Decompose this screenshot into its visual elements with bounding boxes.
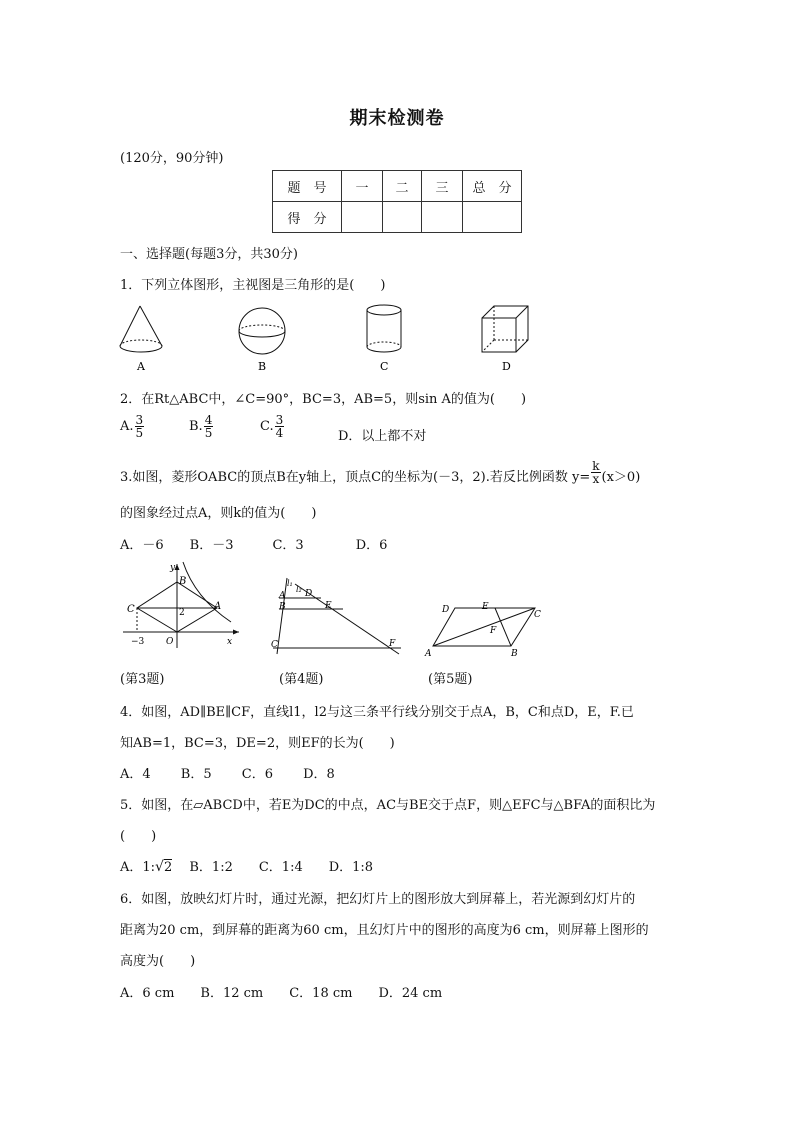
fig4-label-c: C — [271, 640, 278, 650]
option-letter: C. — [260, 419, 274, 434]
option-letter: B. — [189, 419, 203, 434]
q1-solids-figure — [110, 300, 550, 376]
fraction — [204, 414, 214, 439]
q3-text-pre: 3.如图，菱形OABC的顶点B在y轴上，顶点C的坐标为(－3，2).若反比例函数 y= — [120, 470, 591, 485]
question-6-text-line3: 高度为( ) — [120, 954, 196, 969]
question-5-text: 5．如图，在▱ABCD中，若E为DC的中点，AC与BE交于点F，则△EFC与△BFA的面积比为 — [120, 798, 656, 813]
question-3-text-line2: 的图象经过点A，则k的值为( ) — [120, 506, 317, 521]
numerator: 3 — [135, 413, 144, 427]
cell-score-3[interactable] — [422, 202, 463, 233]
fig3-label-x: x — [227, 637, 233, 647]
denominator: x — [592, 472, 600, 486]
question-3-text — [120, 459, 641, 486]
q2-option-a[interactable] — [120, 414, 145, 439]
figure-5-caption: (第5题) — [428, 672, 473, 687]
numerator: 3 — [275, 413, 284, 427]
cone-figure — [120, 306, 162, 352]
numerator: 4 — [204, 413, 213, 427]
fig5-label-d: D — [442, 605, 450, 615]
q2-option-b[interactable] — [189, 414, 214, 439]
fig3-label-y: y — [170, 563, 176, 573]
option-letter: A. — [120, 419, 134, 434]
figure-4-caption: (第4题) — [279, 672, 324, 687]
fig5-label-a: A — [425, 649, 432, 658]
q3-text-post: (x＞0) — [601, 470, 641, 485]
fig4-label-l2: l₂ — [296, 585, 302, 594]
question-5-text-line2: ( ) — [120, 829, 157, 844]
denominator: 4 — [275, 426, 284, 440]
fig4-label-b: B — [279, 602, 286, 612]
cell-score-2[interactable] — [383, 202, 422, 233]
q5-option-a-pre: A．1: — [120, 860, 156, 875]
fig3-label-a: A — [214, 601, 222, 612]
question-6-text: 6．如图，放映幻灯片时，通过光源，把幻灯片上的图形放大到屏幕上，若光源到幻灯片的 — [120, 892, 636, 907]
fig4-label-e: E — [325, 601, 332, 611]
figure-3-caption: (第3题) — [120, 672, 165, 687]
question-6-options[interactable]: A．6 cm B．12 cm C．18 cm D．24 cm — [120, 986, 443, 1001]
q5-options-rest: B．1:2 C．1:4 D．1:8 — [172, 860, 374, 875]
fig5-label-e: E — [482, 602, 489, 612]
label-d: D — [502, 360, 511, 373]
fig4-label-f: F — [389, 639, 396, 649]
cube-figure — [482, 306, 528, 352]
page-title: 期末检测卷 — [349, 108, 445, 129]
question-5-options[interactable] — [120, 856, 373, 875]
fig4-label-a: A — [279, 591, 286, 601]
sqrt-sign: √ — [155, 859, 164, 875]
fraction — [275, 414, 285, 439]
fig3-label-neg3: −3 — [131, 637, 145, 647]
fig4-label-l1: l₁ — [287, 579, 293, 588]
cell-section-1: 一 — [342, 171, 383, 202]
score-table-header-row — [273, 171, 522, 202]
fig5-label-f: F — [490, 626, 497, 636]
score-table-score-row — [273, 202, 522, 233]
figure-5 — [420, 596, 550, 658]
sphere-figure — [239, 308, 285, 354]
cell-score-total[interactable] — [463, 202, 522, 233]
denominator: 5 — [204, 426, 213, 440]
question-3-options[interactable]: A．－6 B．－3 C．3 D．6 — [120, 538, 388, 553]
label-a: A — [137, 360, 145, 373]
sqrt-value: 2 — [163, 860, 173, 875]
fig3-label-c: C — [127, 604, 135, 615]
numerator: k — [592, 459, 600, 473]
cell-score-label: 得 分 — [273, 202, 342, 233]
cylinder-figure — [367, 305, 401, 352]
question-1-text: 1．下列立体图形，主视图是三角形的是( ) — [120, 278, 386, 293]
cell-section-3: 三 — [422, 171, 463, 202]
question-4-text: 4．如图，AD∥BE∥CF，直线l1，l2与这三条平行线分别交于点A，B，C和点D，E，F.已 — [120, 705, 634, 720]
cell-section-2: 二 — [383, 171, 422, 202]
cell-total-label: 总 分 — [463, 171, 522, 202]
figure-3 — [115, 560, 245, 655]
section-heading: 一、选择题(每题3分，共30分) — [120, 247, 298, 262]
cell-question-number-label: 题 号 — [273, 171, 342, 202]
question-6-text-line2: 距离为20 cm，到屏幕的距离为60 cm，且幻灯片中的图形的高度为6 cm，则屏幕上图形的 — [120, 923, 649, 938]
q2-option-c[interactable] — [260, 414, 285, 439]
denominator: 5 — [135, 426, 144, 440]
score-table — [272, 170, 522, 233]
fraction — [135, 414, 145, 439]
fig5-label-b: B — [511, 649, 518, 658]
fig3-label-b: B — [179, 576, 187, 587]
label-c: C — [380, 360, 389, 373]
fraction-k-over-x — [591, 460, 600, 485]
line-l1 — [277, 578, 287, 654]
fig5-label-c: C — [534, 610, 541, 620]
question-2-text: 2．在Rt△ABC中，∠C=90°，BC=3，AB=5，则sin A的值为( ) — [120, 392, 527, 407]
fig4-label-d: D — [305, 589, 313, 599]
question-4-options[interactable]: A．4 B．5 C．6 D．8 — [120, 767, 335, 782]
exam-meta: (120分，90分钟) — [120, 151, 224, 166]
fig3-label-o: O — [166, 637, 174, 647]
cell-score-1[interactable] — [342, 202, 383, 233]
fig3-label-2: 2 — [179, 608, 185, 618]
hyperbola-curve — [183, 562, 231, 622]
figure-4 — [265, 574, 410, 656]
q2-option-d[interactable]: D．以上都不对 — [338, 429, 427, 444]
question-4-text-line2: 知AB=1，BC=3，DE=2，则EF的长为( ) — [120, 736, 395, 751]
label-b: B — [258, 360, 267, 373]
